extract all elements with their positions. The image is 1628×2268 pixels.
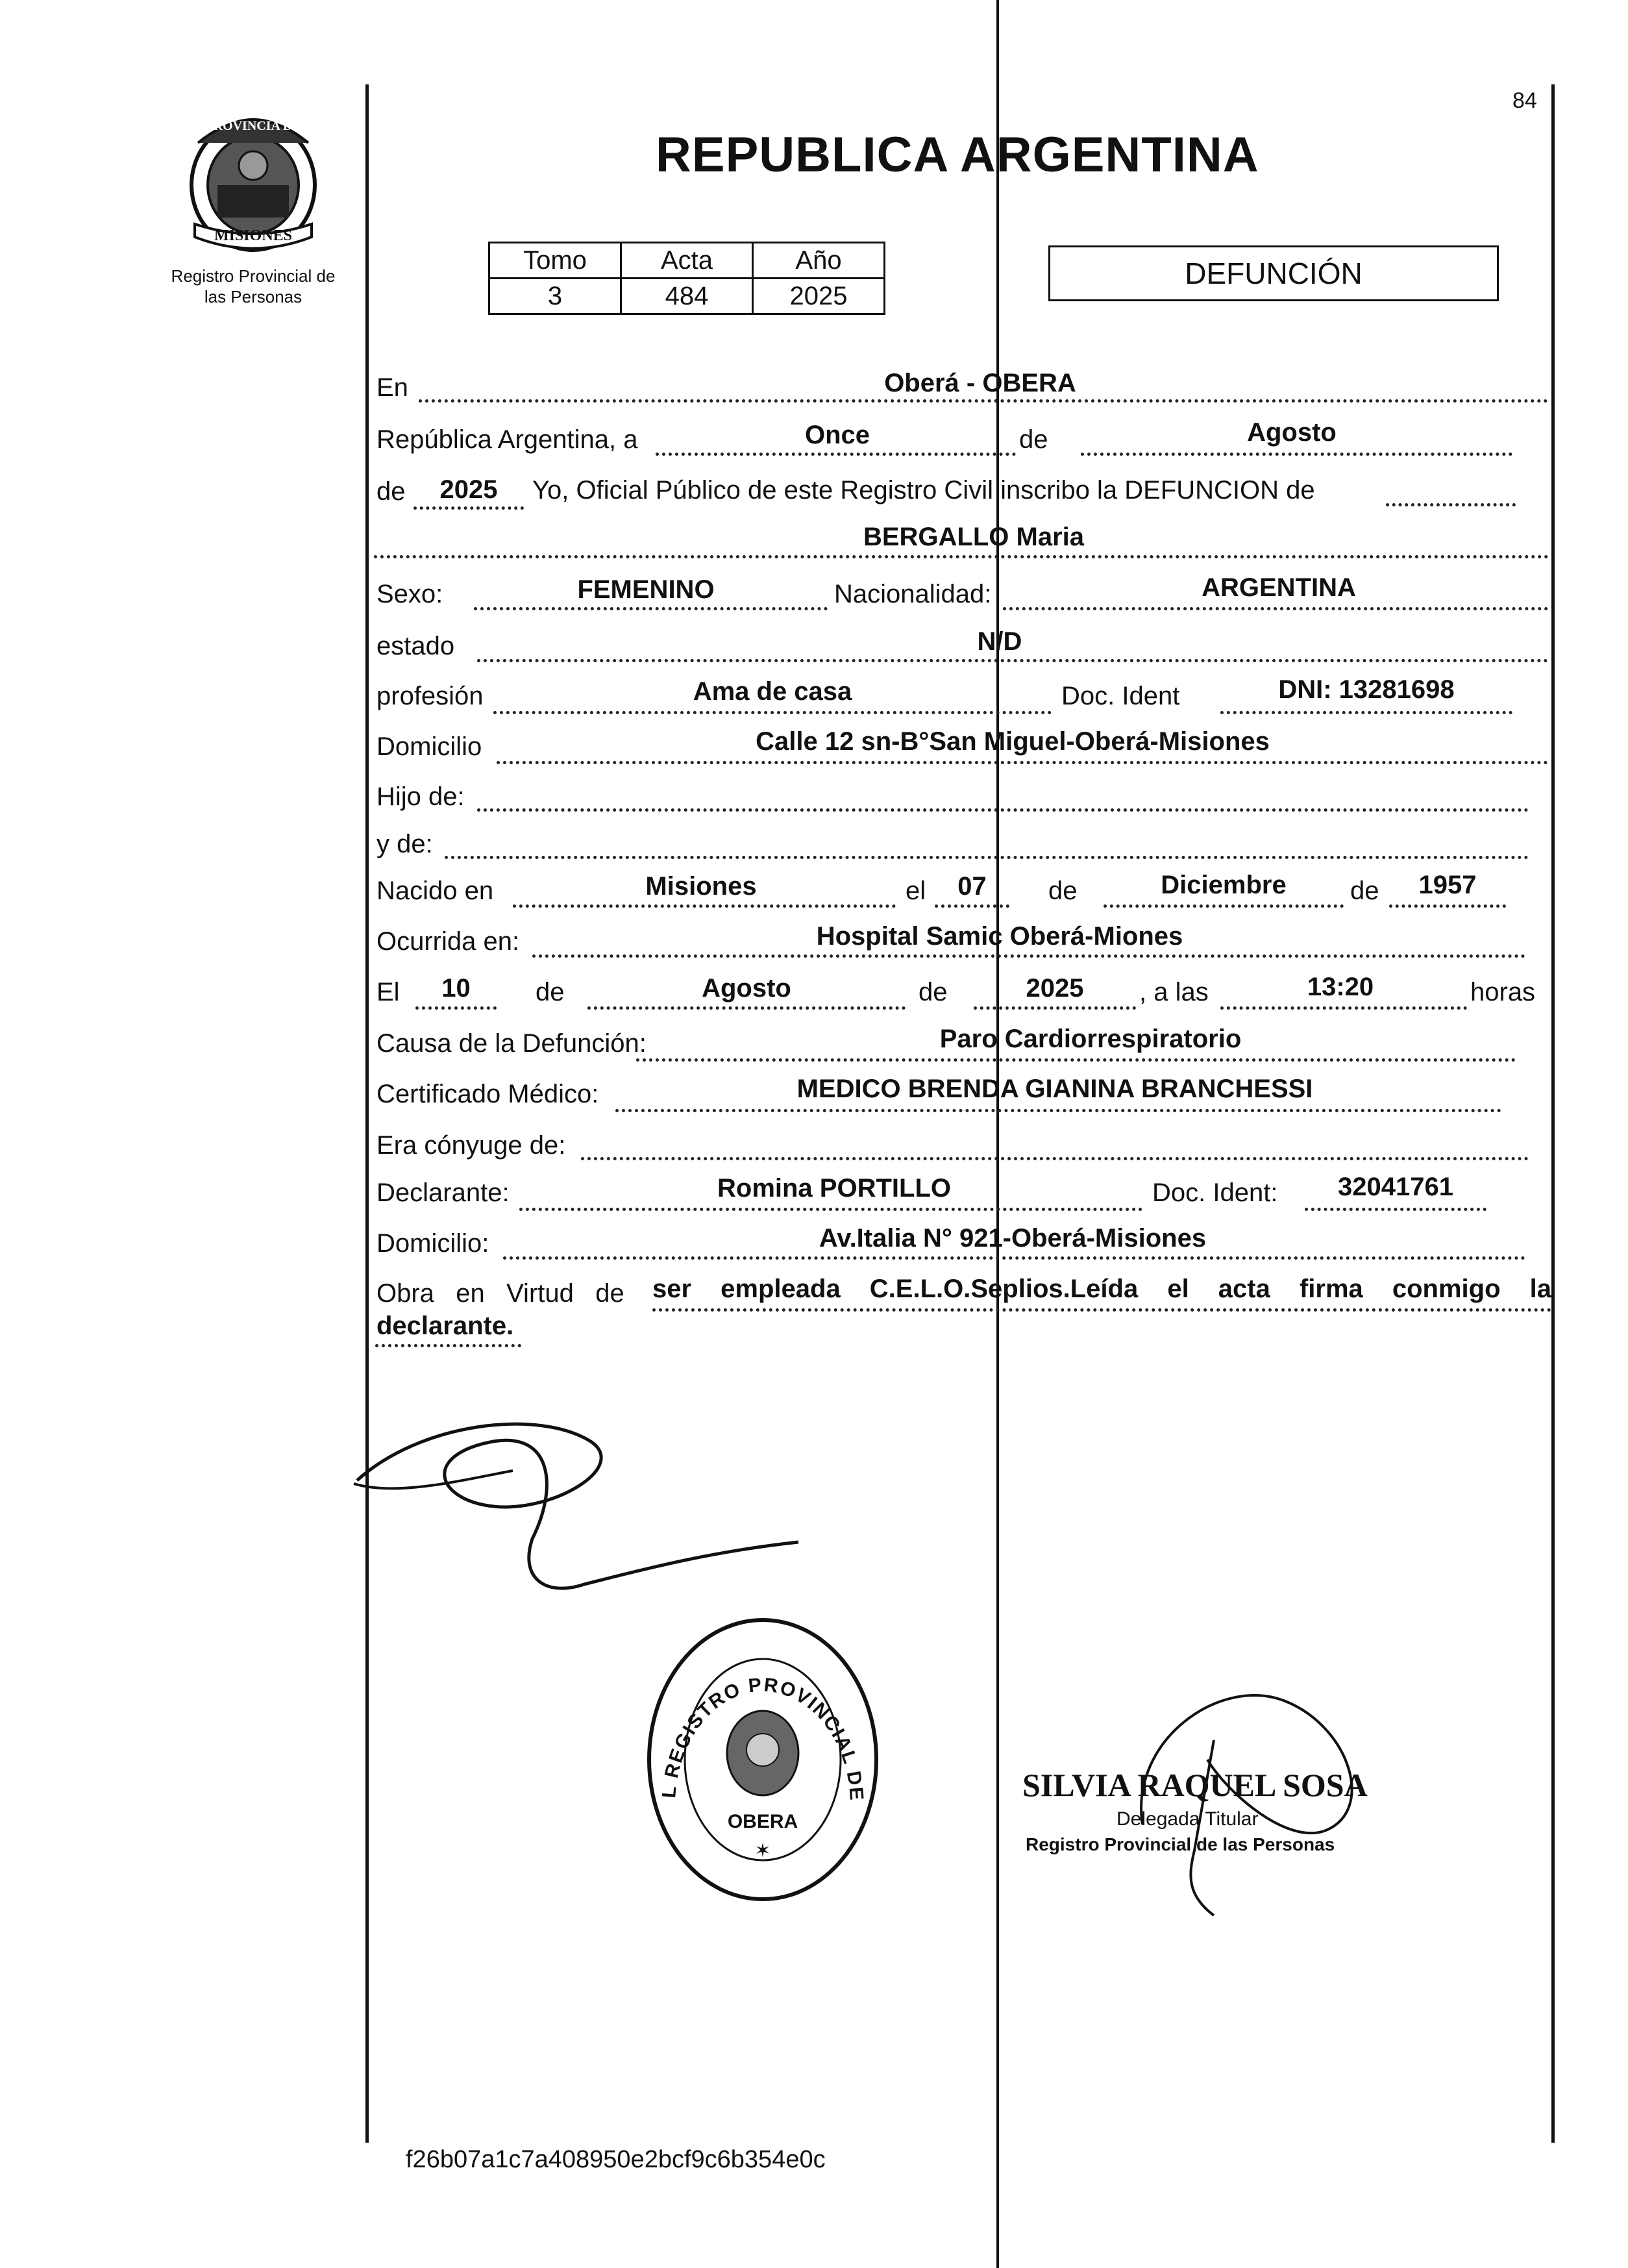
birth-day-underline <box>935 904 1009 908</box>
right-margin-line <box>1551 84 1555 2143</box>
republica-label: República Argentina, a <box>376 425 638 454</box>
domicilio-underline <box>497 761 1548 764</box>
profesion-value: Ama de casa <box>693 677 852 706</box>
hijo-label: Hijo de: <box>376 782 465 811</box>
birth-month-value: Diciembre <box>1161 871 1287 899</box>
doc-ident-label: Doc. Ident <box>1061 682 1180 710</box>
ocurrida-underline <box>532 954 1525 958</box>
a-las-label: , a las <box>1139 978 1209 1006</box>
profesion-underline <box>493 711 1052 714</box>
de-label-6: de <box>919 978 948 1006</box>
birth-year-underline <box>1389 904 1506 908</box>
stamp-office: Registro Provincial de las Personas <box>1026 1834 1335 1854</box>
record-type-box: DEFUNCIÓN <box>1048 245 1499 301</box>
declarant-signature <box>344 1383 863 1643</box>
registry-name-line2: las Personas <box>204 287 302 306</box>
page-number: 84 <box>1512 88 1537 113</box>
doc-ident-underline <box>1220 711 1512 714</box>
obra-continued-underline <box>375 1344 521 1347</box>
horas-label: horas <box>1470 978 1536 1006</box>
domicilio2-value: Av.Italia N° 921-Oberá-Misiones <box>819 1224 1207 1252</box>
registrar-stamp <box>1013 1662 1402 1935</box>
birth-year-value: 1957 <box>1418 871 1477 899</box>
stamp-title: Delegada Titular <box>1116 1808 1259 1830</box>
nacionalidad-label: Nacionalidad: <box>834 580 992 608</box>
conyuge-label: Era cónyuge de: <box>376 1131 566 1160</box>
official-seal <box>639 1610 886 1909</box>
name-underline <box>374 555 1549 558</box>
domicilio2-label: Domicilio: <box>376 1229 489 1258</box>
year-underline <box>413 506 524 510</box>
declarante-underline <box>519 1208 1142 1211</box>
causa-value: Paro Cardiorrespiratorio <box>939 1025 1242 1053</box>
ocurrida-value: Hospital Samic Oberá-Miones <box>816 922 1183 951</box>
en-label: En <box>376 373 408 402</box>
declarante-doc-value: 32041761 <box>1338 1173 1453 1201</box>
scan-fold-line <box>996 0 999 2268</box>
seal-ring-text: L REGISTRO PROVINCIAL DE <box>658 1674 868 1802</box>
tomo-value: 3 <box>489 279 621 314</box>
nacionalidad-value: ARGENTINA <box>1202 573 1356 602</box>
day-words-value: Once <box>804 421 870 449</box>
nacido-underline <box>513 904 896 908</box>
nacido-value: Misiones <box>645 872 757 901</box>
death-year-value: 2025 <box>1026 974 1084 1003</box>
anio-value: 2025 <box>753 279 885 314</box>
document-hash: f26b07a1c7a408950e2bcf9c6b354e0c <box>406 2146 826 2173</box>
conyuge-underline <box>581 1157 1529 1160</box>
registry-name-line1: Registro Provincial de <box>171 266 336 286</box>
day-words-underline <box>656 453 1016 456</box>
tomo-header: Tomo <box>489 243 621 279</box>
logo-top-text: PROVINCIA DE <box>205 119 301 133</box>
sexo-underline <box>474 607 828 610</box>
stamp-name: SILVIA RAQUEL SOSA <box>1022 1767 1368 1803</box>
sexo-value: FEMENINO <box>577 575 715 604</box>
record-reference-table <box>488 242 885 315</box>
birth-day-value: 07 <box>957 872 987 901</box>
de-label-3: de <box>1048 877 1078 905</box>
left-margin-line <box>365 84 369 2143</box>
obra-label: Obra en Virtud de <box>376 1279 624 1308</box>
obra-value: ser empleada C.E.L.O.Seplios.Leída el acta firma conmigo la <box>652 1275 1551 1303</box>
profesion-label: profesión <box>376 682 484 710</box>
death-day-underline <box>415 1006 497 1010</box>
seal-star-icon: ✶ <box>754 1839 771 1862</box>
statement-underline <box>1386 503 1516 506</box>
nacionalidad-underline <box>1003 607 1548 610</box>
obra-value-continued: declarante. <box>376 1312 514 1340</box>
certificado-underline <box>615 1109 1501 1112</box>
estado-label: estado <box>376 632 455 660</box>
de-label-2: de <box>376 477 406 506</box>
death-year-underline <box>974 1006 1136 1010</box>
year-value: 2025 <box>439 475 498 504</box>
page-title: REPUBLICA ARGENTINA <box>656 127 1259 182</box>
causa-underline <box>636 1058 1516 1062</box>
declarante-value: Romina PORTILLO <box>717 1174 951 1203</box>
registry-statement: Yo, Oficial Público de este Registro Civil inscribo la DEFUNCION de <box>532 476 1315 505</box>
de-label-4: de <box>1350 877 1379 905</box>
death-month-underline <box>587 1006 906 1010</box>
ocurrida-label: Ocurrida en: <box>376 927 520 956</box>
de-label-5: de <box>536 978 565 1006</box>
death-time-value: 13:20 <box>1307 973 1374 1001</box>
hijo-underline <box>477 808 1529 812</box>
declarante-label: Declarante: <box>376 1178 510 1207</box>
el-date-label: El <box>376 978 400 1006</box>
birth-month-underline <box>1104 904 1344 908</box>
declarante-doc-underline <box>1305 1208 1486 1211</box>
logo-bottom-text: MISIONES <box>214 227 293 244</box>
y-de-underline <box>445 856 1529 859</box>
nacido-label: Nacido en <box>376 877 494 905</box>
anio-header: Año <box>753 243 885 279</box>
de-label-1: de <box>1019 425 1048 454</box>
en-underline <box>419 399 1548 403</box>
death-month-value: Agosto <box>702 974 791 1003</box>
acta-header: Acta <box>621 243 753 279</box>
month-underline <box>1081 453 1512 456</box>
obra-underline <box>652 1308 1551 1312</box>
death-day-value: 10 <box>441 974 471 1003</box>
declarante-doc-label: Doc. Ident: <box>1152 1178 1278 1207</box>
y-de-label: y de: <box>376 830 433 858</box>
sexo-label: Sexo: <box>376 580 443 608</box>
en-value: Oberá - OBERA <box>884 369 1076 397</box>
doc-ident-value: DNI: 13281698 <box>1278 675 1455 704</box>
el-label: el <box>906 877 926 905</box>
certificado-value: MEDICO BRENDA GIANINA BRANCHESSI <box>796 1075 1313 1103</box>
domicilio-label: Domicilio <box>376 732 482 761</box>
month-value: Agosto <box>1247 418 1337 447</box>
death-time-underline <box>1220 1006 1467 1010</box>
causa-label: Causa de la Defunción: <box>376 1029 647 1058</box>
coat-of-arms-logo <box>179 104 328 253</box>
domicilio2-underline <box>503 1256 1525 1260</box>
acta-value: 484 <box>621 279 753 314</box>
estado-value: N/D <box>977 627 1022 656</box>
domicilio-value: Calle 12 sn-B°San Miguel-Oberá-Misiones <box>756 727 1270 756</box>
certificado-label: Certificado Médico: <box>376 1080 599 1108</box>
deceased-name: BERGALLO Maria <box>863 523 1085 551</box>
seal-city: OBERA <box>727 1811 798 1832</box>
estado-underline <box>477 659 1548 662</box>
